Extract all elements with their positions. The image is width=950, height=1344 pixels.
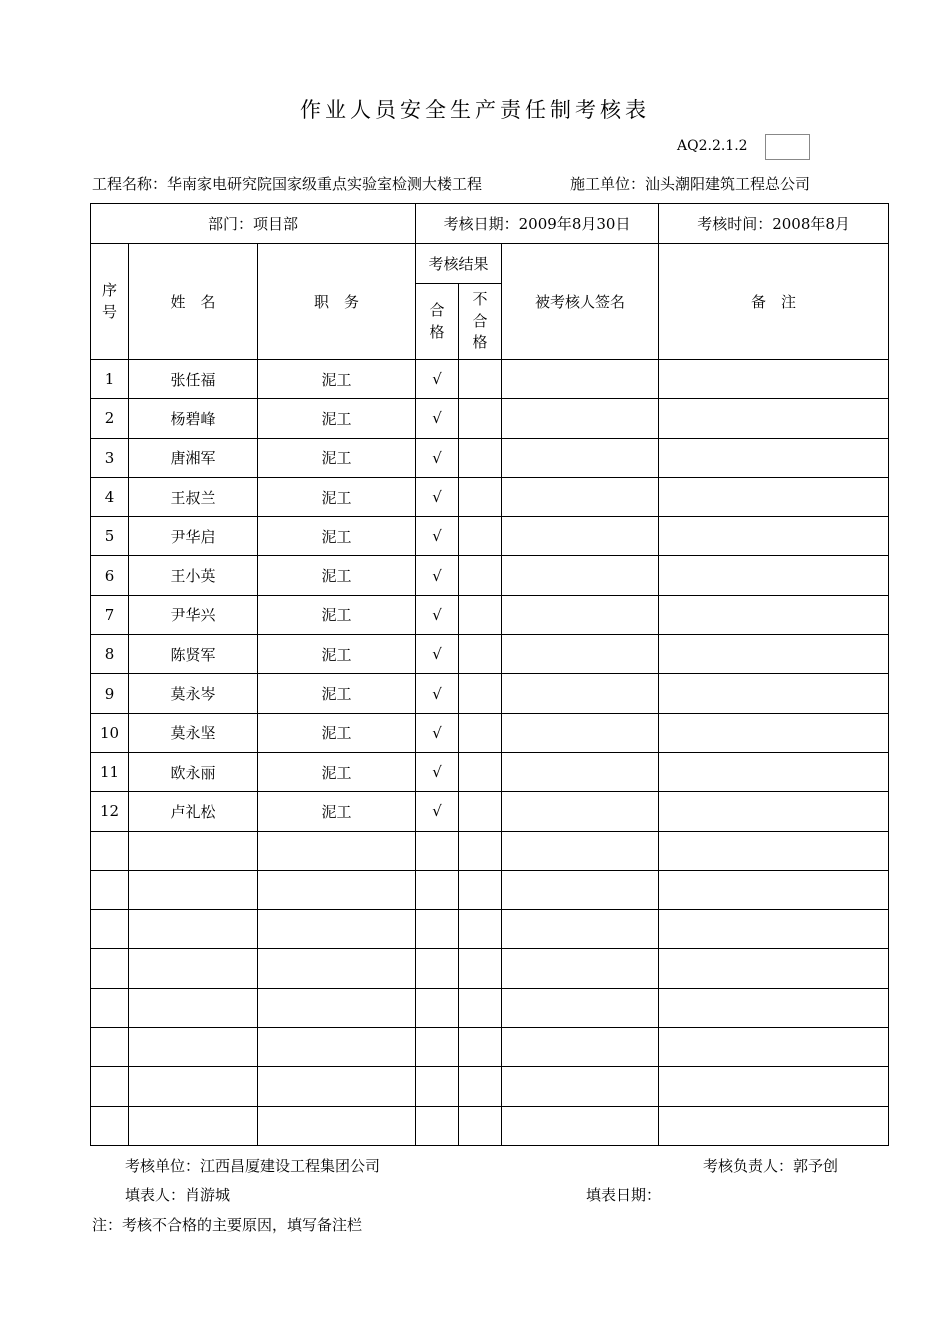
cell-name bbox=[129, 988, 258, 1027]
cell-name bbox=[129, 1106, 258, 1145]
cell-name: 王叔兰 bbox=[129, 477, 258, 516]
cell-position bbox=[258, 831, 416, 870]
cell-fail bbox=[459, 635, 502, 674]
cell-pass bbox=[416, 988, 459, 1027]
cell-name bbox=[129, 831, 258, 870]
cell-position: 泥工 bbox=[258, 713, 416, 752]
cell-name: 唐湘军 bbox=[129, 438, 258, 477]
cell-seq: 1 bbox=[91, 360, 129, 399]
cell-seq: 4 bbox=[91, 477, 129, 516]
cell-seq bbox=[91, 949, 129, 988]
cell-seq bbox=[91, 1028, 129, 1067]
table-row bbox=[91, 477, 889, 516]
cell-pass: √ bbox=[416, 752, 459, 791]
cell-signature bbox=[502, 635, 659, 674]
cell-fail bbox=[459, 674, 502, 713]
cell-signature bbox=[502, 674, 659, 713]
cell-name: 莫永岑 bbox=[129, 674, 258, 713]
cell-remark bbox=[659, 595, 889, 634]
cell-position: 泥工 bbox=[258, 556, 416, 595]
table-row bbox=[91, 556, 889, 595]
cell-signature bbox=[502, 399, 659, 438]
cell-name: 莫永坚 bbox=[129, 713, 258, 752]
cell-position: 泥工 bbox=[258, 517, 416, 556]
header-result: 考核结果 bbox=[416, 244, 502, 284]
cell-position bbox=[258, 988, 416, 1027]
cell-remark bbox=[659, 831, 889, 870]
cell-pass: √ bbox=[416, 792, 459, 831]
table-row bbox=[91, 635, 889, 674]
cell-fail bbox=[459, 752, 502, 791]
assess-time: 考核时间：2008年8月 bbox=[659, 204, 889, 244]
cell-fail bbox=[459, 477, 502, 516]
info-row bbox=[91, 204, 889, 244]
cell-name: 陈贤军 bbox=[129, 635, 258, 674]
cell-signature bbox=[502, 752, 659, 791]
cell-signature bbox=[502, 438, 659, 477]
cell-fail bbox=[459, 910, 502, 949]
cell-pass: √ bbox=[416, 360, 459, 399]
cell-seq: 2 bbox=[91, 399, 129, 438]
cell-remark bbox=[659, 910, 889, 949]
cell-pass: √ bbox=[416, 595, 459, 634]
cell-remark bbox=[659, 674, 889, 713]
cell-name bbox=[129, 1067, 258, 1106]
cell-position: 泥工 bbox=[258, 438, 416, 477]
cell-seq: 9 bbox=[91, 674, 129, 713]
cell-signature bbox=[502, 1106, 659, 1145]
cell-position: 泥工 bbox=[258, 674, 416, 713]
table-row bbox=[91, 713, 889, 752]
assess-leader: 考核负责人：郭予创 bbox=[703, 1157, 839, 1175]
cell-name bbox=[129, 910, 258, 949]
table-row bbox=[91, 399, 889, 438]
cell-seq bbox=[91, 910, 129, 949]
cell-name: 张任福 bbox=[129, 360, 258, 399]
cell-seq: 10 bbox=[91, 713, 129, 752]
cell-signature bbox=[502, 831, 659, 870]
table-row bbox=[91, 949, 889, 988]
header-seq: 序号 bbox=[91, 244, 129, 360]
form-code: AQ2.2.1.2 bbox=[677, 138, 748, 154]
cell-position: 泥工 bbox=[258, 399, 416, 438]
header-fail: 不合格 bbox=[459, 284, 502, 360]
cell-remark bbox=[659, 792, 889, 831]
cell-position: 泥工 bbox=[258, 360, 416, 399]
table-row bbox=[91, 870, 889, 909]
cell-name bbox=[129, 1028, 258, 1067]
table-row bbox=[91, 1067, 889, 1106]
cell-remark bbox=[659, 713, 889, 752]
cell-signature bbox=[502, 517, 659, 556]
cell-name: 杨碧峰 bbox=[129, 399, 258, 438]
cell-pass: √ bbox=[416, 438, 459, 477]
cell-position: 泥工 bbox=[258, 595, 416, 634]
cell-pass bbox=[416, 949, 459, 988]
table-row bbox=[91, 792, 889, 831]
cell-signature bbox=[502, 595, 659, 634]
cell-signature bbox=[502, 988, 659, 1027]
cell-signature bbox=[502, 556, 659, 595]
assess-unit: 考核单位：江西昌厦建设工程集团公司 bbox=[125, 1157, 381, 1175]
cell-name: 欧永丽 bbox=[129, 752, 258, 791]
cell-fail bbox=[459, 949, 502, 988]
cell-position bbox=[258, 1028, 416, 1067]
assess-date: 考核日期：2009年8月30日 bbox=[416, 204, 659, 244]
cell-fail bbox=[459, 556, 502, 595]
cell-remark bbox=[659, 752, 889, 791]
cell-signature bbox=[502, 1067, 659, 1106]
cell-remark bbox=[659, 1106, 889, 1145]
table-row bbox=[91, 988, 889, 1027]
cell-remark bbox=[659, 1067, 889, 1106]
cell-fail bbox=[459, 988, 502, 1027]
cell-seq bbox=[91, 988, 129, 1027]
cell-fail bbox=[459, 713, 502, 752]
cell-position: 泥工 bbox=[258, 792, 416, 831]
cell-seq: 7 bbox=[91, 595, 129, 634]
header-pass: 合格 bbox=[416, 284, 459, 360]
table-row bbox=[91, 674, 889, 713]
cell-fail bbox=[459, 1067, 502, 1106]
cell-pass: √ bbox=[416, 674, 459, 713]
cell-remark bbox=[659, 477, 889, 516]
cell-seq: 6 bbox=[91, 556, 129, 595]
table-row bbox=[91, 752, 889, 791]
cell-seq bbox=[91, 1067, 129, 1106]
cell-position bbox=[258, 1067, 416, 1106]
cell-remark bbox=[659, 517, 889, 556]
table-row bbox=[91, 831, 889, 870]
table-row bbox=[91, 517, 889, 556]
cell-pass bbox=[416, 870, 459, 909]
cell-seq: 3 bbox=[91, 438, 129, 477]
cell-seq: 5 bbox=[91, 517, 129, 556]
cell-name: 尹华兴 bbox=[129, 595, 258, 634]
cell-seq bbox=[91, 1106, 129, 1145]
cell-fail bbox=[459, 792, 502, 831]
cell-position: 泥工 bbox=[258, 477, 416, 516]
cell-remark bbox=[659, 360, 889, 399]
cell-seq bbox=[91, 870, 129, 909]
cell-seq bbox=[91, 831, 129, 870]
cell-name bbox=[129, 870, 258, 909]
cell-signature bbox=[502, 713, 659, 752]
table-row bbox=[91, 1106, 889, 1145]
cell-pass: √ bbox=[416, 556, 459, 595]
department: 部门：项目部 bbox=[91, 204, 416, 244]
cell-pass bbox=[416, 1028, 459, 1067]
cell-fail bbox=[459, 595, 502, 634]
cell-fail bbox=[459, 870, 502, 909]
cell-name: 卢礼松 bbox=[129, 792, 258, 831]
cell-seq: 11 bbox=[91, 752, 129, 791]
cell-signature bbox=[502, 477, 659, 516]
assessment-table bbox=[90, 203, 889, 1146]
cell-position bbox=[258, 949, 416, 988]
header-signature: 被考核人签名 bbox=[502, 244, 659, 360]
cell-fail bbox=[459, 399, 502, 438]
table-row bbox=[91, 910, 889, 949]
cell-position: 泥工 bbox=[258, 752, 416, 791]
cell-pass: √ bbox=[416, 713, 459, 752]
cell-remark bbox=[659, 988, 889, 1027]
form-code-box bbox=[765, 134, 810, 160]
cell-fail bbox=[459, 831, 502, 870]
header-position: 职 务 bbox=[258, 244, 416, 360]
footer-note: 注：考核不合格的主要原因，填写备注栏 bbox=[92, 1216, 363, 1234]
table-row bbox=[91, 360, 889, 399]
cell-signature bbox=[502, 792, 659, 831]
cell-remark bbox=[659, 556, 889, 595]
table-row bbox=[91, 595, 889, 634]
cell-fail bbox=[459, 1028, 502, 1067]
cell-name: 王小英 bbox=[129, 556, 258, 595]
cell-pass: √ bbox=[416, 635, 459, 674]
cell-signature bbox=[502, 910, 659, 949]
table-row bbox=[91, 438, 889, 477]
cell-pass: √ bbox=[416, 477, 459, 516]
cell-fail bbox=[459, 517, 502, 556]
cell-remark bbox=[659, 635, 889, 674]
table-row bbox=[91, 1028, 889, 1067]
cell-position bbox=[258, 1106, 416, 1145]
cell-name bbox=[129, 949, 258, 988]
cell-signature bbox=[502, 1028, 659, 1067]
header-row bbox=[91, 244, 889, 284]
cell-pass bbox=[416, 831, 459, 870]
cell-name: 尹华启 bbox=[129, 517, 258, 556]
project-name: 工程名称：华南家电研究院国家级重点实验室检测大楼工程 bbox=[92, 175, 483, 193]
cell-seq: 8 bbox=[91, 635, 129, 674]
fill-date: 填表日期： bbox=[586, 1186, 662, 1204]
cell-signature bbox=[502, 949, 659, 988]
cell-fail bbox=[459, 438, 502, 477]
cell-seq: 12 bbox=[91, 792, 129, 831]
cell-fail bbox=[459, 1106, 502, 1145]
cell-pass: √ bbox=[416, 517, 459, 556]
cell-remark bbox=[659, 1028, 889, 1067]
cell-position: 泥工 bbox=[258, 635, 416, 674]
cell-pass bbox=[416, 1067, 459, 1106]
cell-pass: √ bbox=[416, 399, 459, 438]
cell-remark bbox=[659, 399, 889, 438]
construction-unit: 施工单位：汕头潮阳建筑工程总公司 bbox=[570, 175, 811, 193]
header-name: 姓 名 bbox=[129, 244, 258, 360]
cell-remark bbox=[659, 438, 889, 477]
page-title: 作业人员安全生产责任制考核表 bbox=[300, 98, 650, 122]
header-remark: 备 注 bbox=[659, 244, 889, 360]
cell-position bbox=[258, 910, 416, 949]
cell-remark bbox=[659, 870, 889, 909]
cell-pass bbox=[416, 1106, 459, 1145]
filler: 填表人：肖游城 bbox=[125, 1186, 231, 1204]
cell-remark bbox=[659, 949, 889, 988]
cell-signature bbox=[502, 870, 659, 909]
cell-pass bbox=[416, 910, 459, 949]
cell-signature bbox=[502, 360, 659, 399]
cell-position bbox=[258, 870, 416, 909]
cell-fail bbox=[459, 360, 502, 399]
